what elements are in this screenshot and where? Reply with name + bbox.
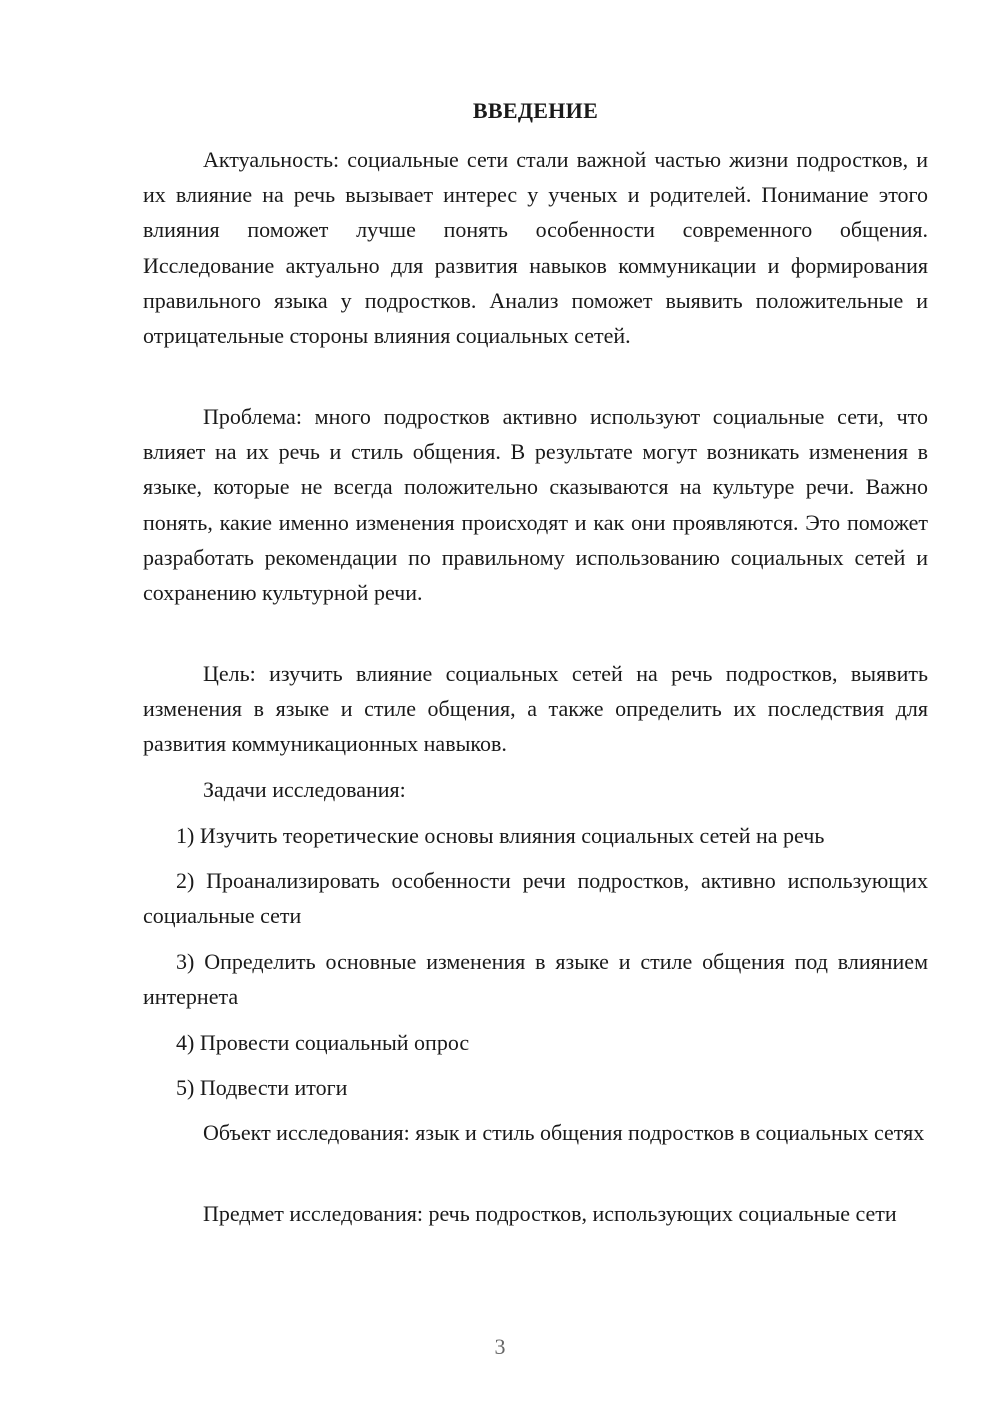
tasks-heading: Задачи исследования:	[203, 777, 406, 802]
task-item-5: 5) Подвести итоги	[176, 1075, 348, 1100]
task-item-2: 2) Проанализировать особенности речи подростков, активно использующих социальные сети	[143, 868, 928, 929]
paragraph-problem: Проблема: много подростков активно используют социальные сети, что влияет на их речь и стиль общения. В результате могут возникать изменения в языке, которые не всегда положительно сказываются на культуре речи. Важно понять, какие именно изменения происходят и как они проявляются. Это поможет разработать рекомендации по правильному использованию социальных сетей и сохранению культурной речи.	[143, 404, 928, 606]
paragraph-object: Объект исследования: язык и стиль общения подростков в социальных сетях	[203, 1120, 925, 1145]
task-item-3: 3) Определить основные изменения в языке и стиле общения под влиянием интернета	[143, 949, 928, 1010]
task-item-1: 1) Изучить теоретические основы влияния социальных сетей на речь	[176, 823, 825, 848]
section-title: ВВЕДЕНИЕ	[472, 98, 599, 123]
page-number: 3	[494, 1334, 506, 1359]
paragraph-relevance: Актуальность: социальные сети стали важной частью жизни подростков, и их влияние на речь вызывает интерес у ученых и родителей. Понимание этого влияния поможет лучше понять особенности современного общения. Исследование актуально для развития навыков коммуникации и формирования правильного языка у подростков. Анализ поможет выявить положительные и отрицательные стороны влияния социальных сетей.	[143, 147, 928, 349]
task-item-4: 4) Провести социальный опрос	[176, 1030, 470, 1055]
paragraph-subject: Предмет исследования: речь подростков, использующих социальные сети	[203, 1201, 897, 1226]
paragraph-goal: Цель: изучить влияние социальных сетей на речь подростков, выявить изменения в языке и стиле общения, а также определить их последствия для развития коммуникационных навыков.	[143, 661, 928, 757]
